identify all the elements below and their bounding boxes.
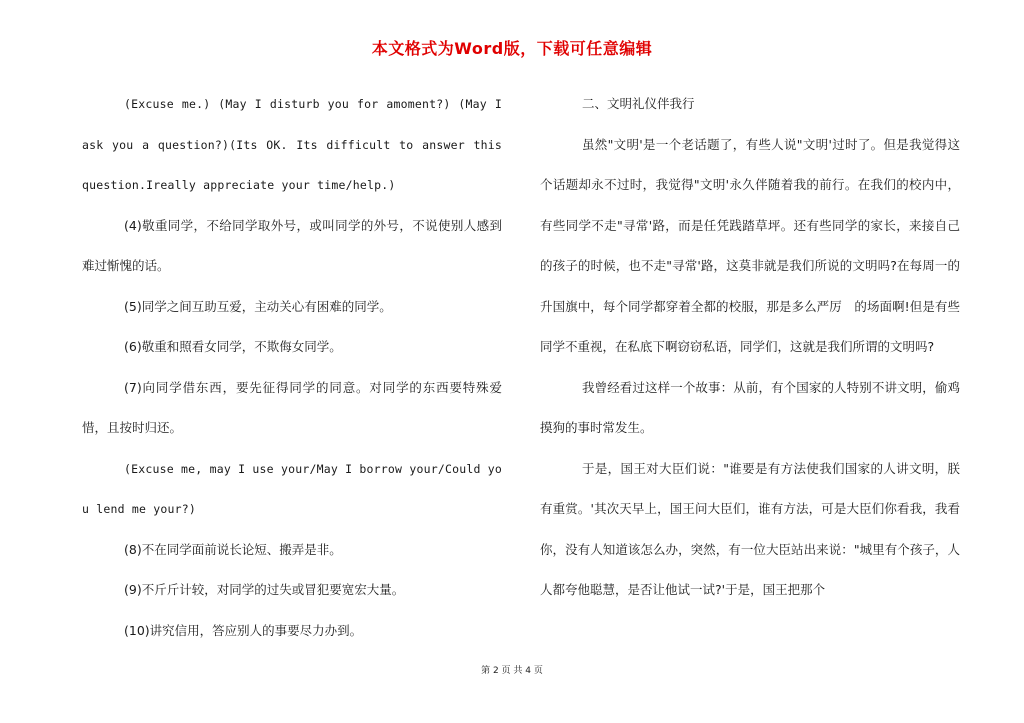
paragraph: (7)向同学借东西，要先征得同学的同意。对同学的东西要特殊爱惜，且按时归还。: [82, 379, 502, 435]
page-header-banner: 本文格式为Word版，下载可任意编辑: [371, 39, 653, 58]
right-text-column: [540, 84, 960, 611]
paragraph: 虽然"文明'是一个老话题了，有些人说"文明'过时了。但是我觉得这个话题却永不过时，我觉得"文明'永久伴随着我的前行。在我们的校内中，有些同学不走"寻常'路，而是任凭践踏草坪。还有些同学的家长，来接自己的孩子的时候，也不走"寻常'路，这莫非就是我们所说的文明吗?在每周一的升国旗中，每个同学都穿着全都的校服，那是多么严厉 的场面啊!但是有些同学不重视，在私底下啊窃窃私语，同学们，这就是我们所谓的文明吗?: [540, 136, 960, 354]
section-heading: 二、文明礼仪伴我行: [582, 96, 695, 111]
paragraph: (4)敬重同学，不给同学取外号，或叫同学的外号，不说使别人感到难过惭愧的话。: [82, 217, 502, 273]
paragraph: (Excuse me, may I use your/May I borrow your/Could you lend me your?): [82, 461, 502, 516]
paragraph: (8)不在同学面前说长论短、搬弄是非。: [124, 541, 342, 557]
paragraph: (6)敬重和照看女同学，不欺侮女同学。: [124, 339, 342, 354]
paragraph: (Excuse me.) (May I disturb you for amoment?) (May I ask you a question?)(Its OK. Its difficult to answer this question.Ireally appreciate your time/help.): [82, 97, 502, 192]
paragraph: (9)不斤斤计较，对同学的过失或冒犯要宽宏大量。: [124, 582, 405, 597]
paragraph: (10)讲究信用，答应别人的事要尽力办到。: [124, 622, 363, 638]
paragraph: 我曾经看过这样一个故事：从前，有个国家的人特别不讲文明，偷鸡摸狗的事时常发生。: [540, 379, 960, 435]
paragraph: (5)同学之间互助互爱，主动关心有困难的同学。: [124, 298, 392, 314]
paragraph: 于是，国王对大臣们说："谁要是有方法使我们国家的人讲文明，朕有重赏。'其次天早上，国王问大臣们，谁有方法，可是大臣们你看我，我看你，没有人知道该怎么办，突然，有一位大臣站出来说："城里有个孩子，人人都夸他聪慧，是否让他试一试?'于是，国王把那个: [540, 460, 960, 597]
left-text-column: [82, 84, 502, 651]
page-number-footer: 第 2 页 共 4 页: [481, 666, 543, 676]
